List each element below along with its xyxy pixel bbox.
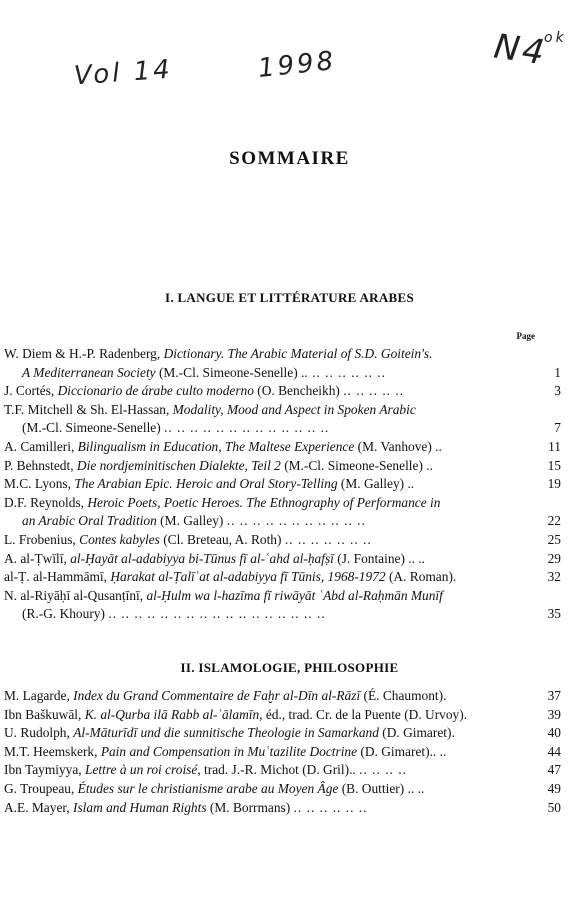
entry-text: (Cl. Breteau, A. Roth) (159, 531, 285, 547)
toc-entry-line (4, 382, 561, 401)
entry-work-title: Heroic Poets, Poetic Heroes. The Ethnography of Performance in (87, 494, 441, 510)
toc-entry-line (4, 419, 561, 438)
entry-leader-dots: .. .. .. .. (359, 762, 407, 778)
entry-work-title: Islam and Human Rights (73, 799, 207, 815)
entry-text: L. Frobenius, (4, 531, 80, 547)
entry-work-title: Études sur le christianisme arabe au Moyen Âge (77, 780, 339, 796)
entry-work-title: A Mediterranean Society (22, 364, 156, 380)
entry-text: (B. Outtier) .. .. (338, 780, 425, 796)
entry-text: (D. Gimaret). (378, 725, 455, 741)
entry-text: , éd., trad. Cr. de la Puente (D. Urvoy). (259, 706, 468, 722)
entry-leader-dots: .. .. .. .. .. (343, 383, 405, 399)
entry-text: (D. Gimaret).. .. (357, 743, 447, 759)
entry-text: M.C. Lyons, (4, 476, 75, 492)
entry-work-title: The Arabian Epic. Heroic and Oral Story-Telling (74, 476, 338, 492)
entry-text: al-Ṭ. al-Hammāmī, (4, 569, 111, 585)
toc-entry-line (4, 687, 561, 706)
toc-entry-line (4, 531, 561, 550)
entry-text: M. Lagarde, (4, 688, 74, 703)
entry-text: J. Cortés, (4, 383, 58, 399)
section-heading-islamologie-philosophie: II. ISLAMOLOGIE, PHILOSOPHIE (180, 660, 399, 675)
entry-page-number: 15 (547, 457, 561, 473)
toc-entry-line (4, 475, 561, 494)
entry-text: P. Behnstedt, (4, 457, 77, 473)
toc-entry-line (4, 512, 561, 531)
entry-leader-dots: .. .. .. .. .. .. .. .. .. .. .. .. .. .. .. .. .. (108, 606, 326, 622)
entry-page-number: 32 (547, 569, 561, 585)
entry-page-number: 39 (547, 706, 561, 722)
entry-page-number: 7 (554, 420, 561, 436)
toc-entry-line (4, 780, 561, 799)
entry-page-number: 19 (547, 476, 561, 492)
entry-leader-dots: .. .. .. .. .. .. (307, 364, 386, 380)
entry-work-title: Pain and Compensation in Muʿtazilite Doctrine (100, 743, 358, 759)
toc-entry-line (4, 401, 531, 420)
entry-text: (M. Vanhove) .. (354, 438, 442, 454)
entry-text: N. al-Riyāḥī al-Qusanṭīnī, (4, 587, 147, 603)
entry-page-number: 29 (547, 550, 561, 566)
entry-text: (M.-Cl. Simeone-Senelle) .. (280, 457, 433, 473)
entry-work-title: K. al-Qurba ilā Rabb al-ʿālamīn (84, 706, 260, 722)
entry-page-number: 44 (547, 743, 561, 759)
entry-text: (O. Bencheikh) (253, 383, 344, 399)
entry-leader-dots: .. .. .. .. .. .. .. (284, 531, 372, 547)
entry-text: M.T. Heemskerk, (4, 743, 101, 759)
toc-entry-line (4, 724, 561, 743)
toc-entry-line (4, 494, 531, 513)
entry-leader-dots: .. .. .. .. .. .. .. .. .. .. .. .. .. (164, 420, 330, 436)
entry-page-number: 49 (547, 780, 561, 796)
entry-page-number: 37 (547, 688, 561, 703)
entry-text: Ibn Taymiyya, (4, 762, 86, 778)
entry-work-title: Die nordjeminitischen Dialekte, Teil 2 (76, 457, 281, 473)
handwritten-volume-note: Vol 14 (73, 54, 174, 92)
entry-text: (J. Fontaine) .. .. (333, 550, 426, 566)
section2-entry-list (4, 687, 561, 817)
entry-text: A. Camilleri, (4, 438, 78, 454)
entry-leader-dots: .. .. .. .. .. .. .. .. .. .. .. (226, 513, 366, 529)
section1-entry-list (4, 345, 561, 624)
entry-text: (M. Borrmans) (206, 799, 294, 815)
handwritten-year-note: 1998 (256, 45, 338, 85)
toc-entry-line (4, 457, 561, 476)
section-heading-langue-litterature: I. LANGUE ET LITTÉRATURE ARABES (164, 290, 415, 305)
toc-entry-line (4, 587, 531, 606)
toc-entry-line (4, 364, 561, 383)
entry-page-number: 25 (547, 531, 561, 547)
toc-entry-line (4, 743, 561, 762)
entry-page-number: 11 (548, 438, 561, 454)
entry-text: (A. Roman). (385, 569, 457, 585)
entry-page-number: 35 (547, 606, 561, 622)
entry-work-title: al-Ḥayāt al-adabiyya bi-Tūnus fī al-ʿahd al-ḥafṣī (70, 550, 334, 566)
entry-text: (É. Chaumont). (360, 688, 447, 703)
toc-entry-line (4, 605, 561, 624)
toc-entry-line (4, 438, 561, 457)
entry-work-title: Dictionary. The Arabic Material of S.D. Goitein's. (163, 346, 433, 361)
entry-text: U. Rudolph, (4, 725, 74, 741)
page-column-label: Page (516, 331, 535, 341)
entry-work-title: Lettre à un roi croisé (85, 762, 198, 778)
entry-text: (M. Galley) .. (337, 476, 415, 492)
entry-text: W. Diem & H.-P. Radenberg, (4, 346, 164, 361)
entry-work-title: Modality, Mood and Aspect in Spoken Arabic (172, 401, 416, 417)
toc-entry-line (4, 568, 561, 587)
entry-leader-dots: .. .. .. .. .. .. (293, 799, 368, 815)
toc-entry-line (4, 799, 561, 818)
entry-text: , trad. J.-R. Michot (D. Gril).. (197, 762, 360, 778)
entry-work-title: an Arabic Oral Tradition (22, 513, 157, 529)
entry-page-number: 22 (547, 513, 561, 529)
toc-entry-line (4, 550, 561, 569)
entry-work-title: Bilingualism in Education, The Maltese Experience (77, 438, 355, 454)
toc-entry-line (4, 706, 561, 725)
entry-work-title: Index du Grand Commentaire de Faḫr al-Dīn al-Rāzī (73, 688, 361, 703)
entry-work-title: Ḥarakat al-Ṭalīʿat al-adabiyya fī Tūnis, 1968-1972 (110, 569, 386, 585)
entry-text: T.F. Mitchell & Sh. El-Hassan, (4, 401, 173, 417)
entry-text: (M.-Cl. Simeone-Senelle) (22, 420, 165, 436)
handwritten-reference-note: N4 (491, 26, 550, 74)
entry-page-number: 50 (547, 799, 561, 815)
entry-text: A.E. Mayer, (4, 799, 73, 815)
entry-text: (R.-G. Khoury) (22, 606, 109, 622)
entry-work-title: al-Ḥulm wa l-hazīma fī riwāyāt ʿAbd al-Raḥmān Munīf (146, 587, 443, 603)
page-title: SOMMAIRE (229, 148, 350, 169)
entry-work-title: Diccionario de árabe culto moderno (57, 383, 254, 399)
handwritten-ok-note: ok (544, 30, 567, 46)
entry-text: G. Troupeau, (4, 780, 78, 796)
entry-work-title: Contes kabyles (79, 531, 160, 547)
entry-page-number: 3 (554, 383, 561, 399)
entry-text: (M.-Cl. Simeone-Senelle) .. (155, 364, 308, 380)
toc-entry-line (4, 761, 561, 780)
entry-work-title: Al-Māturīdī und die sunnitische Theologie in Samarkand (73, 725, 379, 741)
entry-page-number: 47 (547, 762, 561, 778)
entry-text: A. al-Ṭwīlī, (4, 550, 71, 566)
entry-text: (M. Galley) (156, 513, 227, 529)
entry-text: Ibn Baškuwāl, (4, 706, 85, 722)
toc-entry-line (4, 345, 531, 364)
entry-page-number: 40 (547, 725, 561, 741)
entry-text: D.F. Reynolds, (4, 494, 88, 510)
entry-page-number: 1 (554, 364, 561, 380)
